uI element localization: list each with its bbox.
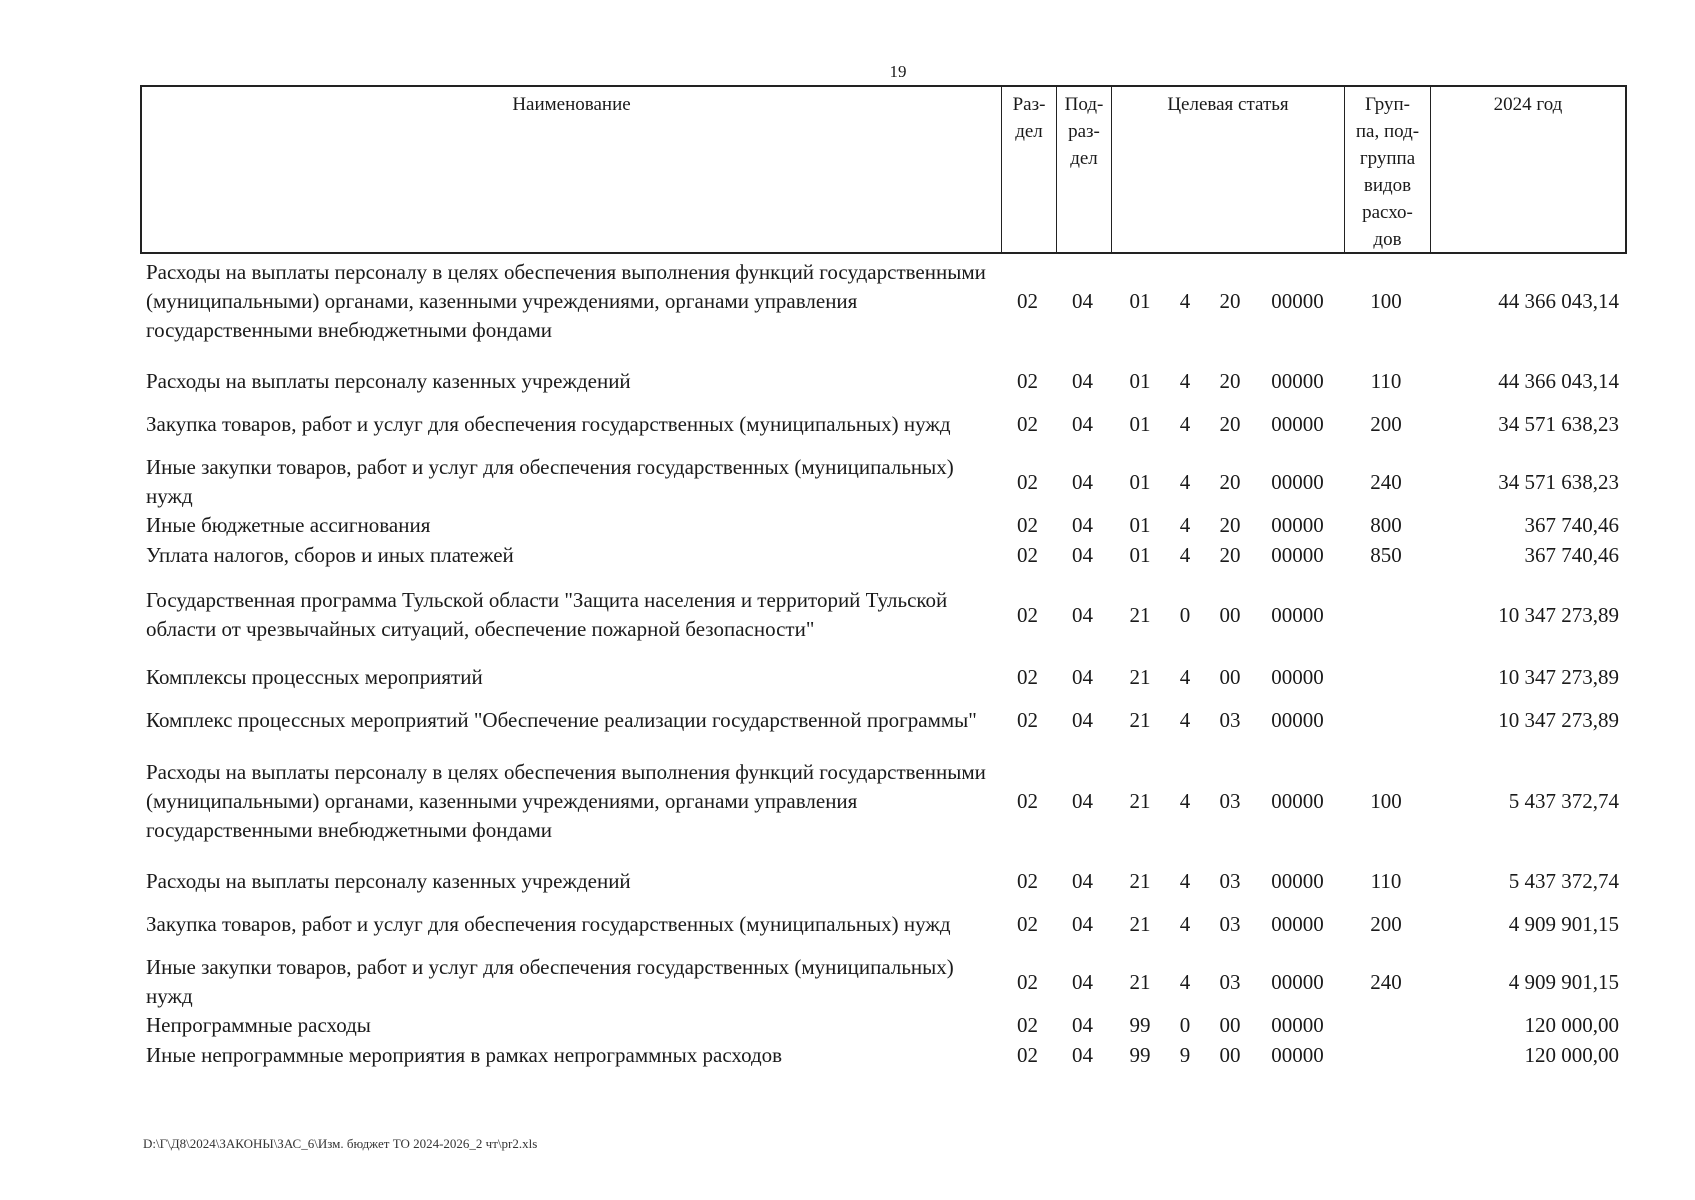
table-row — [140, 866, 1627, 896]
amount-cell: 34 571 638,23 — [1498, 470, 1619, 494]
target-direction-cell: 00000 — [1271, 289, 1324, 313]
amount-cell: 120 000,00 — [1524, 1013, 1619, 1037]
target-program-cell: 21 — [1129, 665, 1151, 689]
target-program-cell: 21 — [1129, 970, 1151, 994]
target-direction-cell: 00000 — [1271, 1013, 1324, 1037]
target-event-cell: 03 — [1219, 912, 1241, 936]
target-direction-cell: 00000 — [1271, 665, 1324, 689]
row-name: Иные закупки товаров, работ и услуг для обеспечения государственных (муниципальных) нужд — [146, 455, 954, 508]
row-name: Иные закупки товаров, работ и услуг для обеспечения государственных (муниципальных) нужд — [146, 955, 954, 1008]
row-name: Комплексы процессных мероприятий — [146, 665, 483, 689]
razdel-cell: 02 — [1017, 412, 1038, 436]
target-subprogram-cell: 4 — [1179, 513, 1191, 537]
target-program-cell: 21 — [1129, 708, 1151, 732]
target-direction-cell: 00000 — [1271, 789, 1324, 813]
target-program-cell: 99 — [1129, 1013, 1151, 1037]
target-program-cell: 01 — [1129, 470, 1151, 494]
header-name: Наименование — [142, 87, 1002, 252]
row-name: Уплата налогов, сборов и иных платежей — [146, 543, 514, 567]
amount-cell: 5 437 372,74 — [1508, 789, 1619, 813]
table-row — [140, 662, 1627, 692]
amount-cell: 34 571 638,23 — [1498, 412, 1619, 436]
target-subprogram-cell: 4 — [1179, 369, 1191, 393]
amount-cell: 10 347 273,89 — [1498, 603, 1619, 627]
amount-cell: 44 366 043,14 — [1498, 369, 1619, 393]
header-target-article: Целевая статья — [1112, 87, 1345, 252]
header-year: 2024 год — [1493, 94, 1563, 115]
target-event-cell: 20 — [1219, 412, 1241, 436]
amount-cell: 367 740,46 — [1524, 513, 1619, 537]
expense-group-cell: 100 — [1370, 789, 1402, 813]
row-name: Иные бюджетные ассигнования — [146, 513, 431, 537]
target-subprogram-cell: 0 — [1179, 603, 1191, 627]
razdel-cell: 02 — [1017, 543, 1038, 567]
target-direction-cell: 00000 — [1271, 970, 1324, 994]
target-event-cell: 00 — [1219, 603, 1241, 627]
target-direction-cell: 00000 — [1271, 708, 1324, 732]
razdel-cell: 02 — [1017, 1043, 1038, 1067]
target-program-cell: 21 — [1129, 603, 1151, 627]
row-name: Непрограммные расходы — [146, 1013, 371, 1037]
podrazdel-cell: 04 — [1072, 289, 1093, 313]
target-event-cell: 20 — [1219, 289, 1241, 313]
expense-group-cell: 100 — [1370, 289, 1402, 313]
table-row — [140, 896, 1627, 952]
row-name: Расходы на выплаты персоналу в целях обеспечения выполнения функций государственными (муниципальными) органами, казенными учреждениями, органами управления государственными внебюджетными фондами — [146, 760, 986, 842]
table-row — [140, 510, 1627, 540]
amount-cell: 10 347 273,89 — [1498, 708, 1619, 732]
target-event-cell: 03 — [1219, 708, 1241, 732]
target-event-cell: 03 — [1219, 970, 1241, 994]
target-direction-cell: 00000 — [1271, 543, 1324, 567]
target-direction-cell: 00000 — [1271, 603, 1324, 627]
razdel-cell: 02 — [1017, 1013, 1038, 1037]
target-program-cell: 01 — [1129, 369, 1151, 393]
expense-group-cell: 110 — [1370, 869, 1402, 893]
podrazdel-cell: 04 — [1072, 970, 1093, 994]
header-expense-group: Груп- па, под- группа видов расхо- дов — [1345, 87, 1431, 252]
target-subprogram-cell: 4 — [1179, 289, 1191, 313]
expense-group-cell: 240 — [1370, 470, 1402, 494]
target-event-cell: 20 — [1219, 543, 1241, 567]
razdel-cell: 02 — [1017, 708, 1038, 732]
target-direction-cell: 00000 — [1271, 513, 1324, 537]
table-row — [140, 1040, 1627, 1070]
podrazdel-cell: 04 — [1072, 912, 1093, 936]
table-header — [140, 85, 1627, 254]
row-name: Расходы на выплаты персоналу в целях обеспечения выполнения функций государственными (муниципальными) органами, казенными учреждениями, органами управления государственными внебюджетными фондами — [146, 260, 986, 342]
expense-group-cell: 240 — [1370, 970, 1402, 994]
header-podrazdel: Под- раз- дел — [1057, 87, 1112, 252]
row-name: Закупка товаров, работ и услуг для обеспечения государственных (муниципальных) нужд — [146, 412, 951, 436]
target-event-cell: 03 — [1219, 789, 1241, 813]
podrazdel-cell: 04 — [1072, 869, 1093, 893]
target-event-cell: 20 — [1219, 470, 1241, 494]
razdel-cell: 02 — [1017, 970, 1038, 994]
header-razdel: Раз- дел — [1002, 87, 1057, 252]
table-row — [140, 396, 1627, 452]
target-subprogram-cell: 4 — [1179, 912, 1191, 936]
table-row — [140, 1010, 1627, 1040]
podrazdel-cell: 04 — [1072, 708, 1093, 732]
row-name: Расходы на выплаты персоналу казенных учреждений — [146, 369, 631, 393]
row-name: Государственная программа Тульской области "Защита населения и территорий Тульской области от чрезвычайных ситуаций, обеспечение пожарной безопасности" — [146, 588, 948, 641]
target-event-cell: 20 — [1219, 513, 1241, 537]
target-subprogram-cell: 9 — [1179, 1043, 1191, 1067]
target-program-cell: 01 — [1129, 289, 1151, 313]
expense-group-cell: 800 — [1370, 513, 1402, 537]
razdel-cell: 02 — [1017, 912, 1038, 936]
amount-cell: 5 437 372,74 — [1508, 869, 1619, 893]
target-subprogram-cell: 4 — [1179, 665, 1191, 689]
table-row — [140, 540, 1627, 570]
target-subprogram-cell: 4 — [1179, 470, 1191, 494]
target-program-cell: 99 — [1129, 1043, 1151, 1067]
table-row — [140, 366, 1627, 396]
podrazdel-cell: 04 — [1072, 1013, 1093, 1037]
target-program-cell: 01 — [1129, 513, 1151, 537]
target-direction-cell: 00000 — [1271, 369, 1324, 393]
expense-group-cell: 200 — [1370, 912, 1402, 936]
amount-cell: 44 366 043,14 — [1498, 289, 1619, 313]
amount-cell: 4 909 901,15 — [1508, 912, 1619, 936]
row-name: Комплекс процессных мероприятий "Обеспечение реализации государственной программы" — [146, 708, 977, 732]
podrazdel-cell: 04 — [1072, 513, 1093, 537]
podrazdel-cell: 04 — [1072, 470, 1093, 494]
target-direction-cell: 00000 — [1271, 869, 1324, 893]
razdel-cell: 02 — [1017, 470, 1038, 494]
target-subprogram-cell: 4 — [1179, 708, 1191, 732]
target-program-cell: 01 — [1129, 412, 1151, 436]
podrazdel-cell: 04 — [1072, 1043, 1093, 1067]
podrazdel-cell: 04 — [1072, 789, 1093, 813]
target-subprogram-cell: 0 — [1179, 1013, 1191, 1037]
table-row — [140, 692, 1627, 748]
razdel-cell: 02 — [1017, 289, 1038, 313]
target-subprogram-cell: 4 — [1179, 412, 1191, 436]
target-event-cell: 20 — [1219, 369, 1241, 393]
target-subprogram-cell: 4 — [1179, 869, 1191, 893]
target-direction-cell: 00000 — [1271, 470, 1324, 494]
table-row — [140, 954, 1627, 1010]
podrazdel-cell: 04 — [1072, 543, 1093, 567]
target-program-cell: 01 — [1129, 543, 1151, 567]
table-row — [140, 584, 1627, 646]
amount-cell: 120 000,00 — [1524, 1043, 1619, 1067]
target-subprogram-cell: 4 — [1179, 970, 1191, 994]
target-subprogram-cell: 4 — [1179, 789, 1191, 813]
razdel-cell: 02 — [1017, 665, 1038, 689]
target-event-cell: 00 — [1219, 1013, 1241, 1037]
razdel-cell: 02 — [1017, 789, 1038, 813]
table-row — [140, 254, 1627, 348]
row-name: Иные непрограммные мероприятия в рамках непрограммных расходов — [146, 1043, 783, 1067]
table-row — [140, 454, 1627, 510]
razdel-cell: 02 — [1017, 513, 1038, 537]
amount-cell: 10 347 273,89 — [1498, 665, 1619, 689]
razdel-cell: 02 — [1017, 603, 1038, 627]
table-row — [140, 754, 1627, 848]
target-program-cell: 21 — [1129, 912, 1151, 936]
podrazdel-cell: 04 — [1072, 412, 1093, 436]
target-direction-cell: 00000 — [1271, 1043, 1324, 1067]
target-event-cell: 03 — [1219, 869, 1241, 893]
expense-group-cell: 850 — [1370, 543, 1402, 567]
row-name: Расходы на выплаты персоналу казенных учреждений — [146, 869, 631, 893]
podrazdel-cell: 04 — [1072, 665, 1093, 689]
amount-cell: 367 740,46 — [1524, 543, 1619, 567]
expense-group-cell: 110 — [1370, 369, 1402, 393]
target-event-cell: 00 — [1219, 665, 1241, 689]
amount-cell: 4 909 901,15 — [1508, 970, 1619, 994]
razdel-cell: 02 — [1017, 869, 1038, 893]
target-program-cell: 21 — [1129, 869, 1151, 893]
target-subprogram-cell: 4 — [1179, 543, 1191, 567]
target-direction-cell: 00000 — [1271, 912, 1324, 936]
file-path-footer: D:\Г\Д8\2024\ЗАКОНЫ\ЗАС_6\Изм. бюджет ТО 2024-2026_2 чт\pr2.xls — [143, 1136, 538, 1151]
podrazdel-cell: 04 — [1072, 603, 1093, 627]
razdel-cell: 02 — [1017, 369, 1038, 393]
target-direction-cell: 00000 — [1271, 412, 1324, 436]
page-number: 19 — [889, 62, 907, 81]
target-program-cell: 21 — [1129, 789, 1151, 813]
podrazdel-cell: 04 — [1072, 369, 1093, 393]
expense-group-cell: 200 — [1370, 412, 1402, 436]
row-name: Закупка товаров, работ и услуг для обеспечения государственных (муниципальных) нужд — [146, 912, 951, 936]
target-event-cell: 00 — [1219, 1043, 1241, 1067]
